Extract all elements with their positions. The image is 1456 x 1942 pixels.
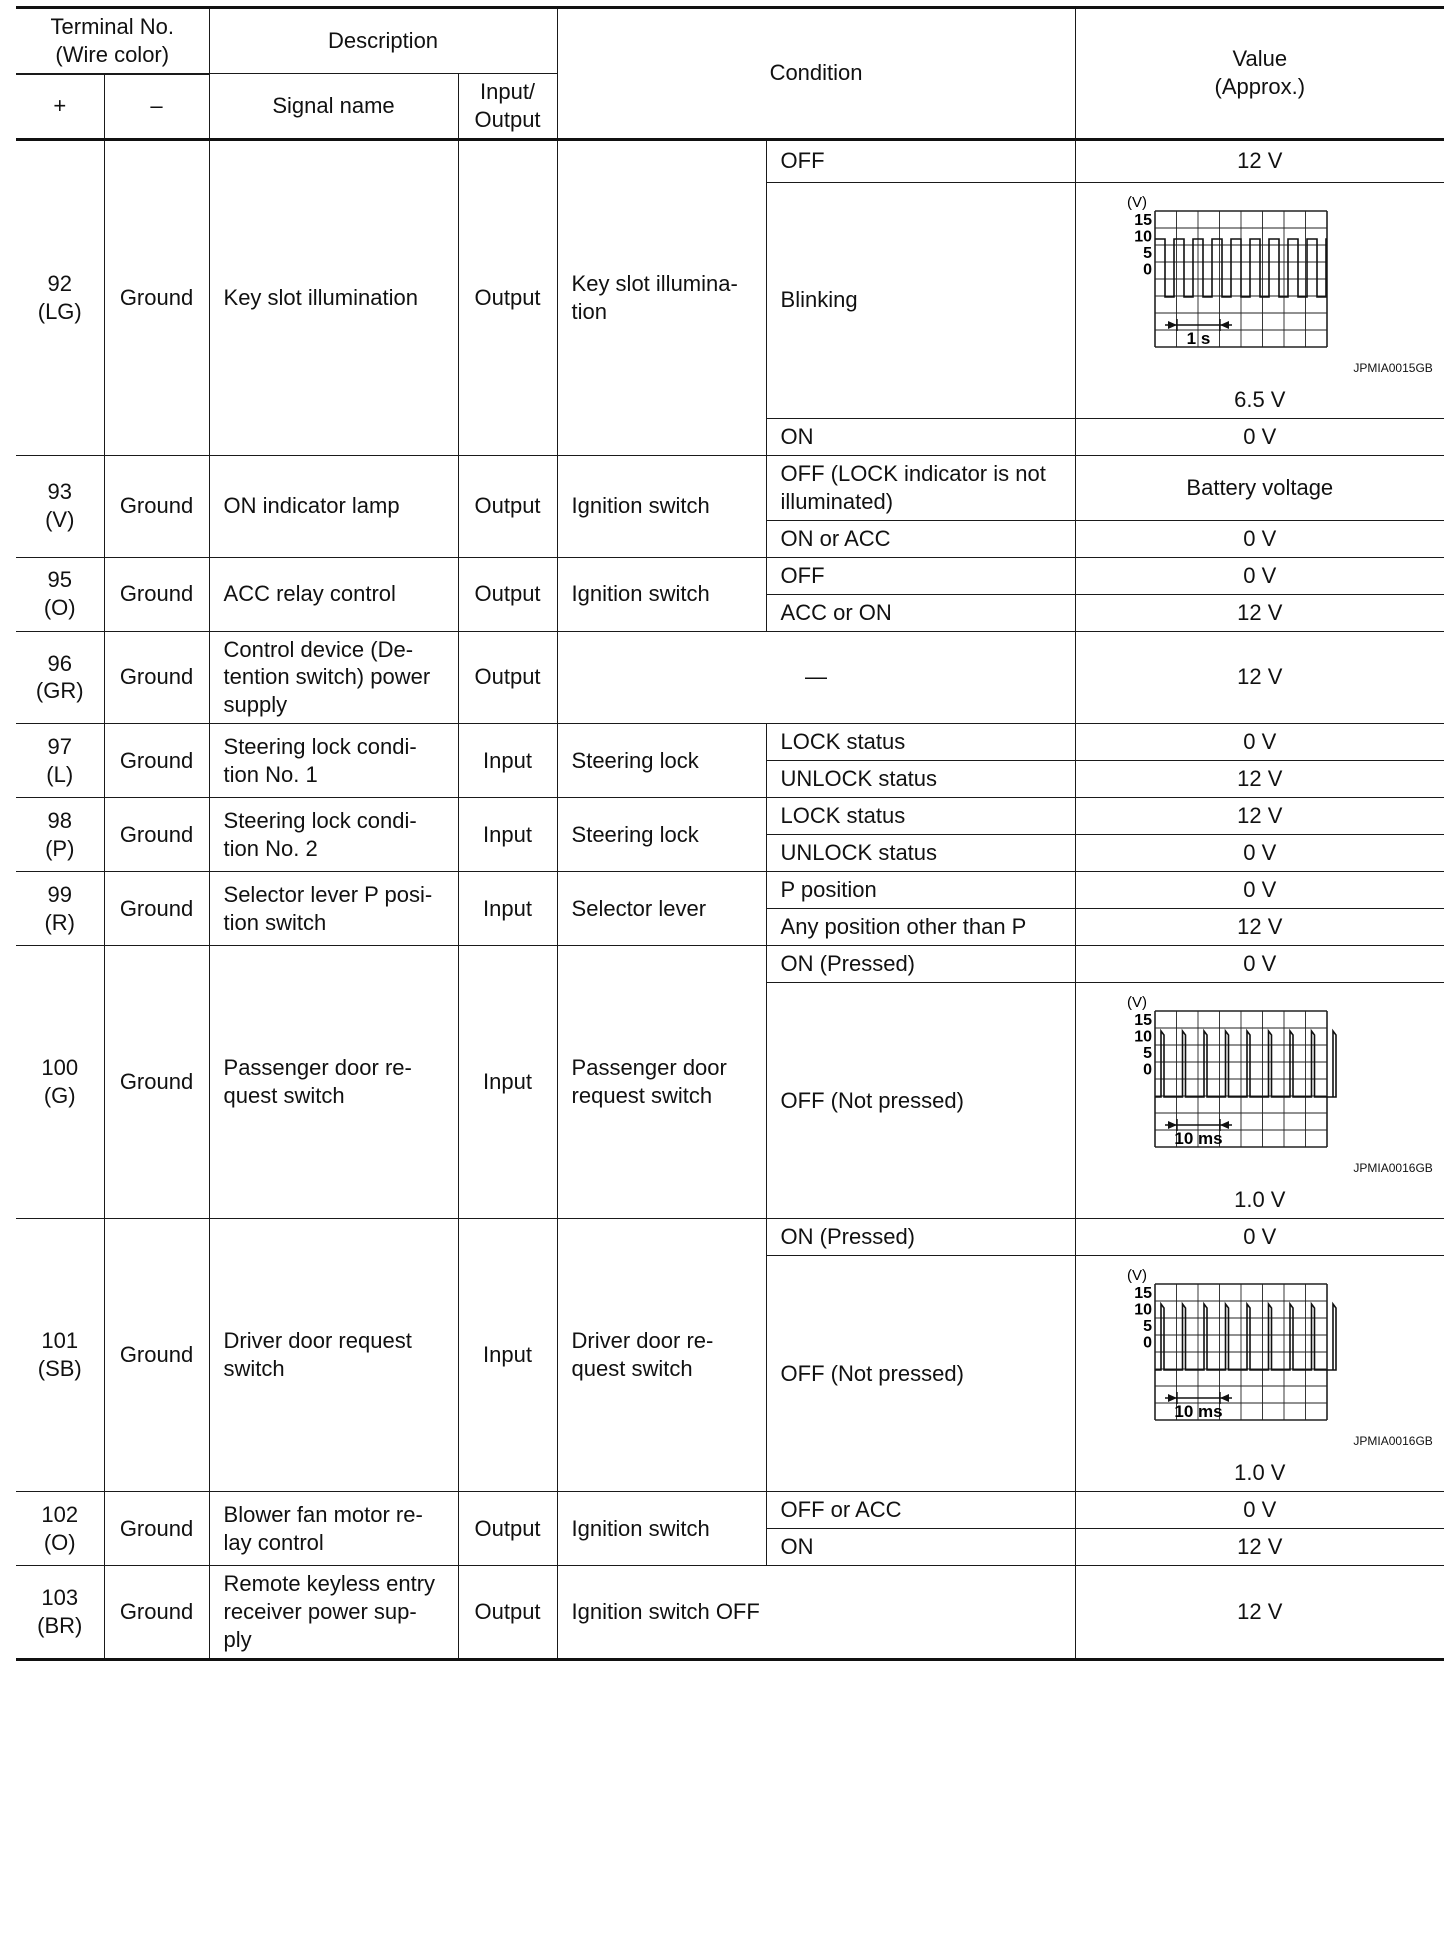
state-cell: Any position other than P (766, 909, 1075, 946)
condition-cell: Ignition switch (557, 1492, 766, 1566)
table-row (16, 872, 1444, 909)
y-tick-label: 15 (1134, 211, 1152, 229)
signal-name-cell: Steering lock condi- tion No. 2 (209, 798, 458, 872)
figure-code: JPMIA0016GB (1353, 1160, 1433, 1175)
terminal-cell (16, 1566, 104, 1660)
state-cell: ON or ACC (766, 520, 1075, 557)
io-cell: Input (458, 945, 557, 1218)
signal-name-cell: Key slot illumination (209, 139, 458, 455)
ground-cell: Ground (104, 945, 209, 1218)
wire-color: (SB) (37, 1356, 82, 1382)
signal-name-cell: Passenger door re- quest switch (209, 945, 458, 1218)
ground-cell: Ground (104, 872, 209, 946)
signal-name-header: Signal name (209, 73, 458, 139)
terminal-cell (16, 798, 104, 872)
state-cell: LOCK status (766, 724, 1075, 761)
value-cell: 0 V (1075, 557, 1444, 594)
value-cell: Battery voltage (1075, 455, 1444, 520)
value-cell: 12 V (1075, 631, 1444, 724)
value-cell: 0 V (1075, 520, 1444, 557)
condition-cell: Key slot illumina- tion (557, 139, 766, 455)
value-cell: 12 V (1075, 139, 1444, 182)
terminal-no-header (16, 8, 209, 74)
waveform-trace (1155, 1031, 1336, 1097)
signal-name-cell: ON indicator lamp (209, 455, 458, 557)
terminal-number: 98 (47, 807, 72, 833)
terminal-number: 103 (41, 1585, 79, 1611)
value-cell: 12 V (1075, 798, 1444, 835)
table-row (16, 139, 1444, 182)
state-cell: ON (766, 1529, 1075, 1566)
waveform-trace (1155, 239, 1327, 297)
terminal-cell (16, 1219, 104, 1492)
signal-name-cell: Blower fan motor re- lay control (209, 1492, 458, 1566)
terminal-number: 97 (47, 733, 72, 759)
terminal-cell (16, 139, 104, 455)
table-row (16, 557, 1444, 594)
y-tick-label: 15 (1134, 1011, 1152, 1029)
state-cell: ON (Pressed) (766, 945, 1075, 982)
signal-name-cell: Driver door request switch (209, 1219, 458, 1492)
terminal-number: 100 (41, 1055, 79, 1081)
terminal-number: 101 (41, 1328, 79, 1354)
arrow-icon (1168, 1121, 1177, 1129)
io-cell: Output (458, 455, 557, 557)
terminal-number: 95 (47, 567, 72, 593)
y-tick-label: 5 (1142, 1044, 1152, 1062)
terminal-cell (16, 455, 104, 557)
minus-header: – (104, 74, 209, 139)
value-cell: 12 V (1075, 1529, 1444, 1566)
condition-cell: Driver door re- quest switch (557, 1219, 766, 1492)
signal-name-cell: Steering lock condi- tion No. 1 (209, 724, 458, 798)
table-row (16, 1492, 1444, 1529)
io-cell: Input (458, 724, 557, 798)
time-division-label: 1 s (1186, 328, 1211, 348)
terminal-cell (16, 872, 104, 946)
arrow-icon (1168, 321, 1177, 329)
condition-header: Condition (557, 8, 1075, 140)
wire-color: (V) (45, 507, 75, 533)
waveform-chart (1125, 189, 1365, 359)
value-cell: 12 V (1075, 594, 1444, 631)
condition-cell: — (557, 631, 1075, 724)
value-cell: 0 V (1075, 1219, 1444, 1256)
value-cell: 0 V (1075, 724, 1444, 761)
description-header: Description (209, 8, 557, 74)
state-cell: Blinking (766, 182, 1075, 418)
state-cell: UNLOCK status (766, 761, 1075, 798)
ground-cell: Ground (104, 1492, 209, 1566)
y-tick-label: 0 (1142, 261, 1152, 279)
y-axis-unit: (V) (1126, 1267, 1147, 1285)
value-cell: 12 V (1075, 1566, 1444, 1660)
terminal-cell (16, 945, 104, 1218)
state-cell: ON (Pressed) (766, 1219, 1075, 1256)
io-cell: Output (458, 557, 557, 631)
state-cell: LOCK status (766, 798, 1075, 835)
table-row (16, 1566, 1444, 1660)
approx-label: (Approx.) (1214, 74, 1306, 100)
value-text: 6.5 V (1234, 386, 1286, 412)
state-cell: OFF (766, 139, 1075, 182)
terminal-spec-document (16, 6, 1444, 1661)
y-tick-label: 0 (1142, 1334, 1152, 1352)
arrow-icon (1168, 1394, 1177, 1402)
ground-cell: Ground (104, 557, 209, 631)
state-cell: OFF (LOCK indicator is not illuminated) (766, 455, 1075, 520)
terminal-cell (16, 557, 104, 631)
value-cell: 12 V (1075, 909, 1444, 946)
y-tick-label: 10 (1134, 1301, 1152, 1319)
terminal-number: 102 (41, 1501, 79, 1527)
terminal-cell (16, 1492, 104, 1566)
ground-cell: Ground (104, 631, 209, 724)
state-cell: P position (766, 872, 1075, 909)
arrow-icon (1220, 1394, 1229, 1402)
terminal-no-label: Terminal No. (50, 14, 174, 39)
io-cell: Output (458, 1492, 557, 1566)
time-division-label: 10 ms (1174, 1402, 1223, 1422)
waveform-trace (1155, 1304, 1336, 1370)
terminal-number: 93 (47, 479, 72, 505)
signal-name-cell: Remote keyless entry receiver power sup- ply (209, 1566, 458, 1660)
state-cell: UNLOCK status (766, 835, 1075, 872)
wire-color: (O) (43, 1529, 76, 1555)
header-row-1 (16, 8, 1444, 74)
wire-color: (O) (43, 595, 76, 621)
state-cell: OFF (Not pressed) (766, 1256, 1075, 1492)
value-label: Value (1232, 46, 1288, 72)
y-tick-label: 15 (1134, 1285, 1152, 1303)
state-cell: OFF (Not pressed) (766, 982, 1075, 1218)
table-row (16, 1219, 1444, 1256)
y-tick-label: 5 (1142, 1318, 1152, 1336)
condition-cell: Steering lock (557, 798, 766, 872)
wire-color: (G) (43, 1083, 76, 1109)
waveform-chart (1125, 989, 1365, 1159)
io-cell: Input (458, 1219, 557, 1492)
waveform-chart (1125, 1262, 1365, 1432)
plus-header: + (16, 74, 104, 139)
condition-cell: Selector lever (557, 872, 766, 946)
figure-code: JPMIA0015GB (1353, 360, 1433, 375)
terminal-spec-table (16, 6, 1444, 1661)
terminal-number: 92 (47, 270, 72, 296)
arrow-icon (1220, 1121, 1229, 1129)
ground-cell: Ground (104, 139, 209, 455)
y-tick-label: 0 (1142, 1061, 1152, 1079)
state-cell: ACC or ON (766, 594, 1075, 631)
io-cell: Output (458, 1566, 557, 1660)
value-header (1075, 8, 1444, 140)
wire-color-label: (Wire color) (55, 41, 170, 67)
value-cell: 0 V (1075, 835, 1444, 872)
terminal-number: 96 (47, 650, 72, 676)
table-row (16, 798, 1444, 835)
wire-color: (L) (46, 761, 74, 787)
signal-name-cell: ACC relay control (209, 557, 458, 631)
value-cell: 0 V (1075, 945, 1444, 982)
condition-cell: Ignition switch (557, 557, 766, 631)
condition-cell: Ignition switch OFF (557, 1566, 1075, 1660)
value-text: 1.0 V (1234, 1460, 1286, 1486)
value-cell (1075, 1256, 1444, 1492)
value-cell: 0 V (1075, 872, 1444, 909)
ground-cell: Ground (104, 798, 209, 872)
ground-cell: Ground (104, 1566, 209, 1660)
table-row (16, 945, 1444, 982)
ground-cell: Ground (104, 455, 209, 557)
input-output-header: Input/ Output (458, 73, 557, 139)
value-cell (1075, 982, 1444, 1218)
value-text: 1.0 V (1234, 1187, 1286, 1213)
ground-cell: Ground (104, 724, 209, 798)
y-tick-label: 5 (1142, 244, 1152, 262)
io-cell: Output (458, 139, 557, 455)
io-cell: Input (458, 798, 557, 872)
value-cell: 12 V (1075, 761, 1444, 798)
arrow-icon (1220, 321, 1229, 329)
wire-color: (LG) (37, 298, 82, 324)
y-tick-label: 10 (1134, 228, 1152, 246)
signal-name-cell: Selector lever P posi- tion switch (209, 872, 458, 946)
time-division-label: 10 ms (1174, 1128, 1223, 1148)
terminal-cell (16, 631, 104, 724)
table-row (16, 724, 1444, 761)
condition-cell: Passenger door request switch (557, 945, 766, 1218)
condition-cell: Ignition switch (557, 455, 766, 557)
wire-color: (GR) (35, 678, 84, 704)
state-cell: ON (766, 418, 1075, 455)
wire-color: (P) (45, 835, 75, 861)
value-cell: 0 V (1075, 1492, 1444, 1529)
io-cell: Input (458, 872, 557, 946)
terminal-number: 99 (47, 881, 72, 907)
table-row (16, 631, 1444, 724)
terminal-cell (16, 724, 104, 798)
signal-name-cell: Control device (De- tention switch) power supply (209, 631, 458, 724)
state-cell: OFF or ACC (766, 1492, 1075, 1529)
wire-color: (BR) (37, 1612, 83, 1638)
figure-code: JPMIA0016GB (1353, 1434, 1433, 1449)
table-row (16, 455, 1444, 520)
y-axis-unit: (V) (1126, 193, 1147, 211)
y-tick-label: 10 (1134, 1028, 1152, 1046)
value-cell: 0 V (1075, 418, 1444, 455)
y-axis-unit: (V) (1126, 993, 1147, 1011)
io-cell: Output (458, 631, 557, 724)
wire-color: (R) (44, 909, 76, 935)
state-cell: OFF (766, 557, 1075, 594)
value-cell (1075, 182, 1444, 418)
condition-cell: Steering lock (557, 724, 766, 798)
ground-cell: Ground (104, 1219, 209, 1492)
